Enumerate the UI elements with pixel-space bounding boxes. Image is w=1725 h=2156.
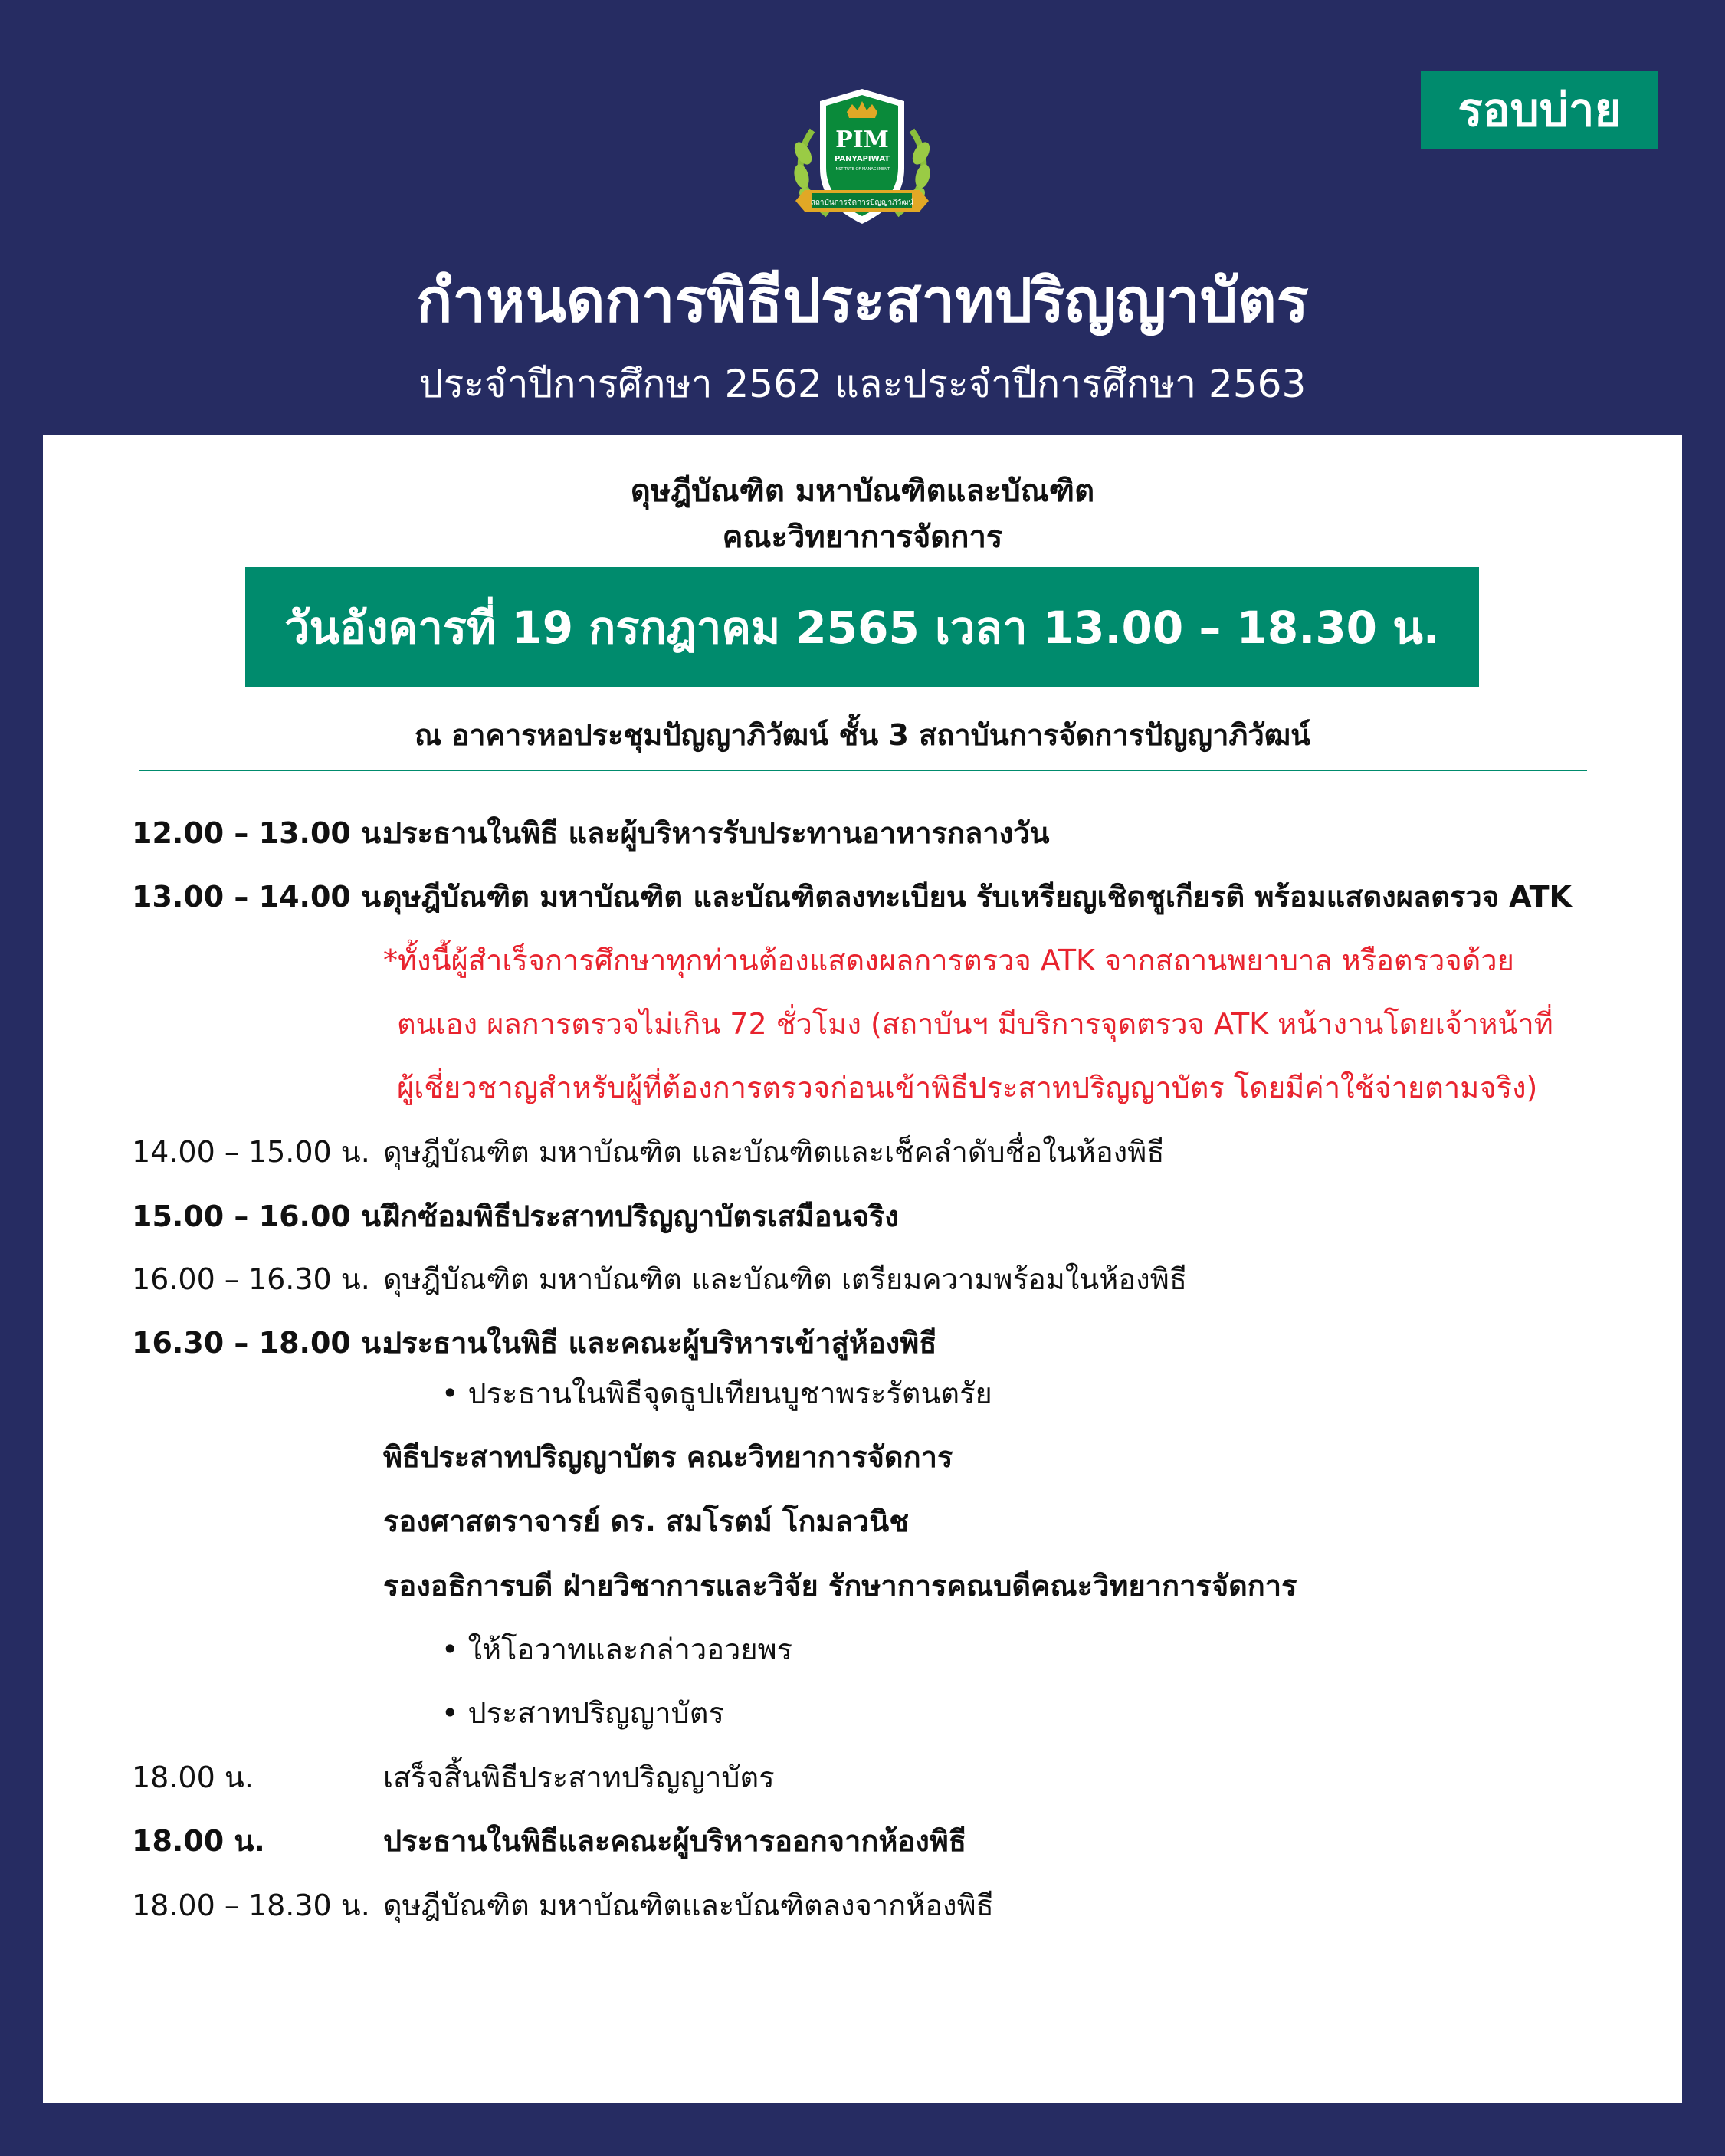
schedule-time: 12.00 – 13.00 น.: [132, 816, 392, 850]
schedule-row: [43, 1754, 1682, 1800]
ceremony-section-title: พิธีประสาทปริญญาบัตร คณะวิทยาการจัดการ: [383, 1440, 953, 1474]
venue-text: ณ อาคารหอประชุมปัญญาภิวัฒน์ ชั้น 3 สถาบันการจัดการปัญญาภิวัฒน์: [414, 718, 1311, 752]
schedule-row: [43, 873, 1682, 919]
schedule-card: [43, 435, 1682, 2103]
logo-brand: PIM: [835, 126, 889, 153]
atk-note-line: ตนเอง ผลการตรวจไม่เกิน 72 ชั่วโมง (สถาบันฯ มีบริการจุดตรวจ ATK หน้างานโดยเจ้าหน้าที่: [397, 1007, 1553, 1041]
schedule-time: 16.30 – 18.00 น.: [132, 1326, 392, 1360]
page-title: กำหนดการพิธีประสาทปริญญาบัตร: [416, 267, 1309, 336]
card-heading-degrees: ดุษฎีบัณฑิต มหาบัณฑิตและบัณฑิต: [630, 474, 1095, 509]
schedule-desc: ฝึกซ้อมพิธีประสาทปริญญาบัตรเสมือนจริง: [383, 1199, 899, 1233]
schedule-time: 18.00 น.: [132, 1761, 254, 1794]
atk-note-line: *ทั้งนี้ผู้สำเร็จการศึกษาทุกท่านต้องแสดงผลการตรวจ ATK จากสถานพยาบาล หรือตรวจด้วย: [383, 943, 1514, 977]
divider: [139, 770, 1587, 771]
logo-ribbon: สถาบันการจัดการปัญญาภิวัฒน์: [810, 199, 914, 207]
schedule-desc: ดุษฎีบัณฑิต มหาบัณฑิต และบัณฑิต เตรียมความพร้อมในห้องพิธี: [383, 1262, 1187, 1296]
schedule-desc: ประธานในพิธีและคณะผู้บริหารออกจากห้องพิธี: [383, 1824, 967, 1858]
schedule-desc: ประธานในพิธี และผู้บริหารรับประทานอาหารกลางวัน: [383, 816, 1050, 850]
card-heading-faculty: คณะวิทยาการจัดการ: [722, 520, 1003, 555]
page-subtitle: ประจำปีการศึกษา 2562 และประจำปีการศึกษา 2563: [418, 362, 1307, 406]
presiding-person-role: รองอธิการบดี ฝ่ายวิชาการและวิจัย รักษาการคณบดีคณะวิทยาการจัดการ: [383, 1569, 1297, 1603]
schedule-row: [43, 1319, 1682, 1365]
schedule-time: 15.00 – 16.00 น.: [132, 1199, 392, 1233]
schedule-row: [43, 1882, 1682, 1928]
bullet-speech: • ให้โอวาทและกล่าวอวยพร: [441, 1633, 793, 1666]
schedule-row: [43, 809, 1682, 855]
presiding-person-name: รองศาสตราจารย์ ดร. สมโรตม์ โกมลวนิช: [383, 1505, 910, 1538]
pim-logo: [782, 84, 943, 238]
schedule-row: [43, 1128, 1682, 1174]
schedule-row: [43, 1193, 1682, 1239]
schedule-time: 18.00 น.: [132, 1824, 265, 1858]
bullet-candle: • ประธานในพิธีจุดธูปเทียนบูชาพระรัตนตรัย: [441, 1377, 992, 1410]
schedule-desc: ดุษฎีบัณฑิต มหาบัณฑิต และบัณฑิตลงทะเบียน รับเหรียญเชิดชูเกียรติ พร้อมแสดงผลตรวจ ATK: [383, 880, 1572, 914]
date-banner: วันอังคารที่ 19 กรกฎาคม 2565 เวลา 13.00 – 18.30 น.: [245, 567, 1479, 687]
schedule-desc: เสร็จสิ้นพิธีประสาทปริญญาบัตร: [383, 1761, 775, 1794]
session-badge: รอบบ่าย: [1421, 71, 1658, 149]
schedule-row: [43, 1817, 1682, 1863]
schedule-desc: ประธานในพิธี และคณะผู้บริหารเข้าสู่ห้องพิธี: [383, 1326, 937, 1360]
schedule-row: [43, 1255, 1682, 1301]
schedule-time: 13.00 – 14.00 น.: [132, 880, 392, 914]
logo-name: PANYAPIWAT: [835, 155, 890, 163]
schedule-time: 18.00 – 18.30 น.: [132, 1889, 370, 1922]
logo-sub: INSTITUTE OF MANAGEMENT: [835, 167, 890, 172]
atk-note-line: ผู้เชี่ยวชาญสำหรับผู้ที่ต้องการตรวจก่อนเข้าพิธีประสาทปริญญาบัตร โดยมีค่าใช้จ่ายตามจริง): [397, 1071, 1538, 1104]
bullet-degree: • ประสาทปริญญาบัตร: [441, 1696, 724, 1730]
schedule-time: 16.00 – 16.30 น.: [132, 1262, 370, 1296]
schedule-desc: ดุษฎีบัณฑิต มหาบัณฑิต และบัณฑิตและเช็คลำดับชื่อในห้องพิธี: [383, 1135, 1165, 1169]
schedule-time: 14.00 – 15.00 น.: [132, 1135, 370, 1169]
schedule-desc: ดุษฎีบัณฑิต มหาบัณฑิตและบัณฑิตลงจากห้องพิธี: [383, 1889, 994, 1922]
